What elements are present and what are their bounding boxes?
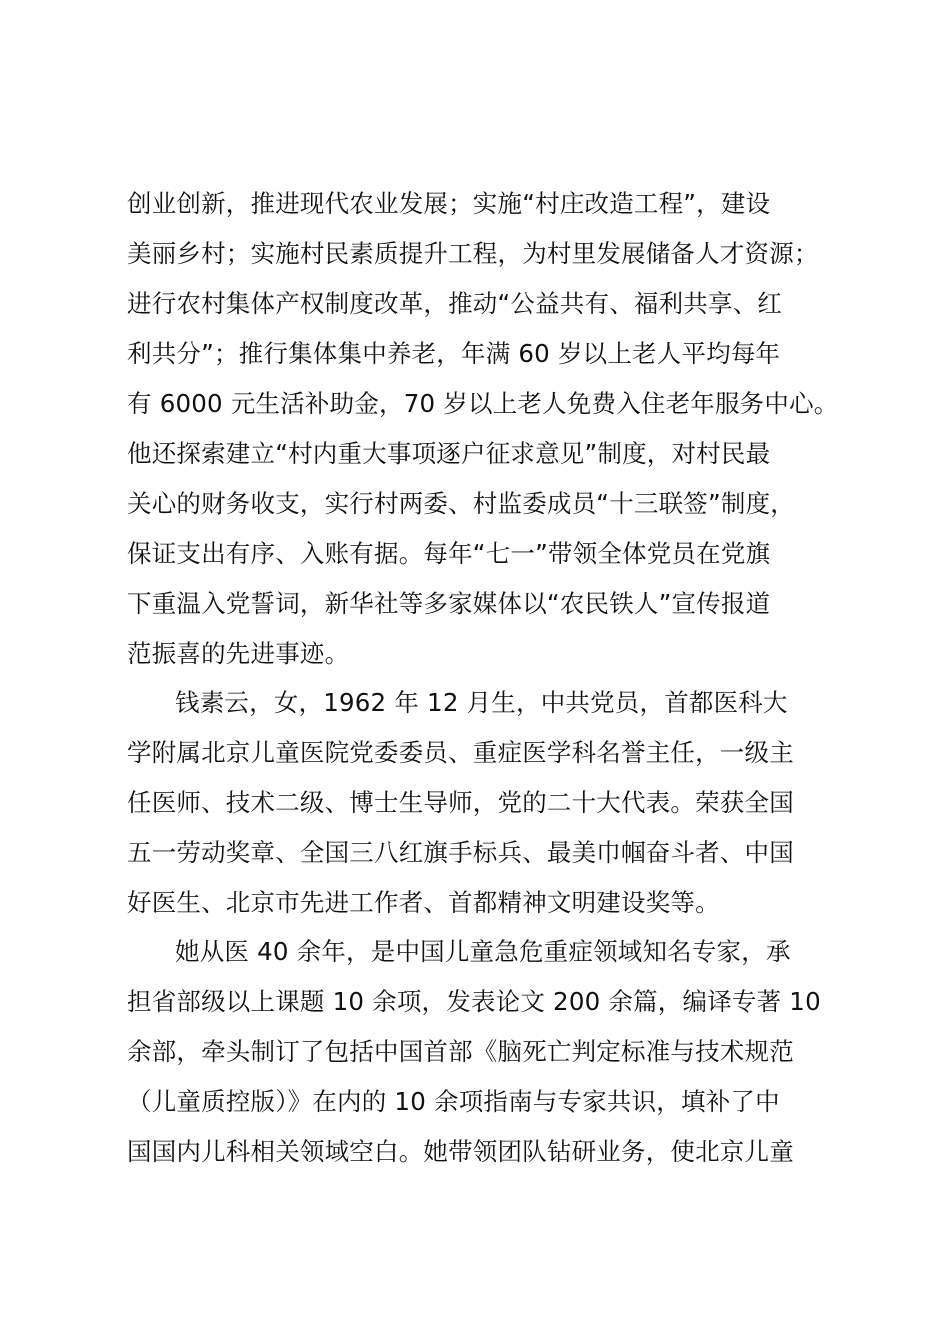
text-line: 担省部级以上课题 10 余项，发表论文 200 余篇，编译专著 10 (127, 987, 821, 1016)
text-line: （儿童质控版）》在内的 10 余项指南与专家共识，填补了中 (127, 1087, 780, 1116)
paragraph-first-line: 钱素云，女，1962 年 12 月生，中共党员，首都医科大 (175, 688, 788, 717)
text-line: 进行农村集体产权制度改革，推动“公益共有、福利共享、红 (127, 289, 783, 318)
text-line: 保证支出有序、入账有据。每年“七一”带领全体党员在党旗 (127, 539, 771, 568)
text-line: 利共分”；推行集体集中养老，年满 60 岁以上老人平均每年 (127, 339, 781, 368)
text-line: 好医生、北京市先进工作者、首都精神文明建设奖等。 (127, 888, 720, 917)
text-line: 学附属北京儿童医院党委委员、重症医学科名誉主任，一级主 (127, 738, 794, 767)
text-line: 关心的财务收支，实行村两委、村监委成员“十三联签”制度， (127, 489, 795, 518)
paragraph-first-line: 她从医 40 余年，是中国儿童急危重症领域知名专家，承 (175, 937, 791, 966)
text-line: 他还探索建立“村内重大事项逐户征求意见”制度，对村民最 (127, 439, 771, 468)
text-line: 任医师、技术二级、博士生导师，党的二十大代表。荣获全国 (127, 788, 794, 817)
text-line: 创业创新，推进现代农业发展；实施“村庄改造工程”，建设 (127, 189, 771, 218)
text-line: 五一劳动奖章、全国三八红旗手标兵、最美巾帼奋斗者、中国 (127, 838, 794, 867)
text-line: 范振喜的先进事迹。 (127, 639, 350, 668)
text-line: 美丽乡村；实施村民素质提升工程，为村里发展储备人才资源； (127, 239, 819, 268)
text-line: 余部，牵头制订了包括中国首部《脑死亡判定标准与技术规范 (127, 1037, 794, 1066)
text-line: 有 6000 元生活补助金，70 岁以上老人免费入住老年服务中心。 (127, 389, 839, 418)
text-line: 国国内儿科相关领域空白。她带领团队钻研业务，使北京儿童 (127, 1137, 794, 1166)
text-line: 下重温入党誓词，新华社等多家媒体以“农民铁人”宣传报道 (127, 589, 771, 618)
